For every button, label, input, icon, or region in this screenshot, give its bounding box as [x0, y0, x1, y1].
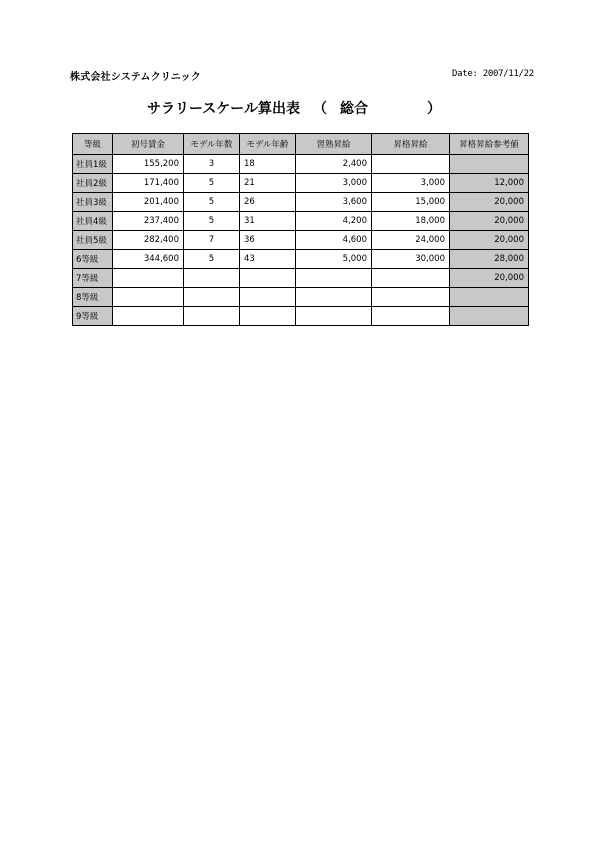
- title-open-paren: （: [313, 101, 327, 117]
- promotion-reference-cell: [450, 288, 529, 307]
- proficiency-raise-cell: 3,000: [296, 174, 372, 193]
- table-row: [73, 288, 529, 307]
- col-header-proficiency-raise: 習熟昇給: [296, 134, 372, 155]
- table-row: [73, 155, 529, 174]
- promotion-reference-cell: 12,000: [450, 174, 529, 193]
- promotion-reference-cell: 28,000: [450, 250, 529, 269]
- table-row: [73, 250, 529, 269]
- model-age-cell: [240, 307, 296, 326]
- grade-cell: 9等級: [73, 307, 113, 326]
- col-header-model-years: モデル年数: [184, 134, 240, 155]
- proficiency-raise-cell: [296, 269, 372, 288]
- proficiency-raise-cell: [296, 307, 372, 326]
- promotion-reference-cell: 20,000: [450, 231, 529, 250]
- table-row: [73, 212, 529, 231]
- col-header-starting-wage: 初号賃金: [113, 134, 184, 155]
- promotion-reference-cell: [450, 155, 529, 174]
- col-header-grade: 等級: [73, 134, 113, 155]
- table-header-row: [73, 134, 529, 155]
- promotion-raise-cell: 30,000: [372, 250, 450, 269]
- col-header-model-age: モデル年齢: [240, 134, 296, 155]
- table-row: [73, 307, 529, 326]
- promotion-raise-cell: 3,000: [372, 174, 450, 193]
- starting-wage-cell: 171,400: [113, 174, 184, 193]
- starting-wage-cell: [113, 288, 184, 307]
- title-close-paren: ）: [427, 101, 441, 117]
- promotion-raise-cell: 18,000: [372, 212, 450, 231]
- starting-wage-cell: [113, 307, 184, 326]
- promotion-raise-cell: [372, 155, 450, 174]
- model-years-cell: 5: [184, 174, 240, 193]
- grade-cell: 7等級: [73, 269, 113, 288]
- model-age-cell: [240, 269, 296, 288]
- starting-wage-cell: 344,600: [113, 250, 184, 269]
- company-name: 株式会社システムクリニック: [70, 72, 201, 83]
- grade-cell: 8等級: [73, 288, 113, 307]
- table-row: [73, 231, 529, 250]
- model-years-cell: [184, 269, 240, 288]
- grade-cell: 社員1級: [73, 155, 113, 174]
- promotion-raise-cell: 24,000: [372, 231, 450, 250]
- proficiency-raise-cell: 4,200: [296, 212, 372, 231]
- model-age-cell: 21: [240, 174, 296, 193]
- grade-cell: 6等級: [73, 250, 113, 269]
- starting-wage-cell: [113, 269, 184, 288]
- salary-scale-table: [72, 133, 529, 326]
- model-years-cell: 5: [184, 250, 240, 269]
- promotion-raise-cell: [372, 288, 450, 307]
- promotion-raise-cell: 15,000: [372, 193, 450, 212]
- promotion-reference-cell: [450, 307, 529, 326]
- col-header-promotion-raise: 昇格昇給: [372, 134, 450, 155]
- proficiency-raise-cell: 5,000: [296, 250, 372, 269]
- model-years-cell: 3: [184, 155, 240, 174]
- col-header-promotion-reference: 昇格昇給参考値: [450, 134, 529, 155]
- promotion-raise-cell: [372, 307, 450, 326]
- title-department: 総合: [340, 101, 368, 117]
- proficiency-raise-cell: 3,600: [296, 193, 372, 212]
- table-row: [73, 269, 529, 288]
- document-title: [147, 98, 447, 120]
- grade-cell: 社員4級: [73, 212, 113, 231]
- promotion-reference-cell: 20,000: [450, 212, 529, 231]
- model-years-cell: 5: [184, 212, 240, 231]
- model-age-cell: [240, 288, 296, 307]
- promotion-reference-cell: 20,000: [450, 269, 529, 288]
- document-date: Date: 2007/11/22: [452, 69, 534, 79]
- table-row: [73, 193, 529, 212]
- starting-wage-cell: 155,200: [113, 155, 184, 174]
- grade-cell: 社員5級: [73, 231, 113, 250]
- starting-wage-cell: 282,400: [113, 231, 184, 250]
- proficiency-raise-cell: 4,600: [296, 231, 372, 250]
- model-years-cell: [184, 288, 240, 307]
- title-main: サラリースケール算出表: [147, 101, 301, 117]
- model-years-cell: [184, 307, 240, 326]
- promotion-reference-cell: 20,000: [450, 193, 529, 212]
- model-age-cell: 18: [240, 155, 296, 174]
- model-years-cell: 7: [184, 231, 240, 250]
- starting-wage-cell: 201,400: [113, 193, 184, 212]
- model-years-cell: 5: [184, 193, 240, 212]
- grade-cell: 社員3級: [73, 193, 113, 212]
- grade-cell: 社員2級: [73, 174, 113, 193]
- model-age-cell: 43: [240, 250, 296, 269]
- table-row: [73, 174, 529, 193]
- model-age-cell: 36: [240, 231, 296, 250]
- starting-wage-cell: 237,400: [113, 212, 184, 231]
- promotion-raise-cell: [372, 269, 450, 288]
- model-age-cell: 31: [240, 212, 296, 231]
- model-age-cell: 26: [240, 193, 296, 212]
- proficiency-raise-cell: [296, 288, 372, 307]
- proficiency-raise-cell: 2,400: [296, 155, 372, 174]
